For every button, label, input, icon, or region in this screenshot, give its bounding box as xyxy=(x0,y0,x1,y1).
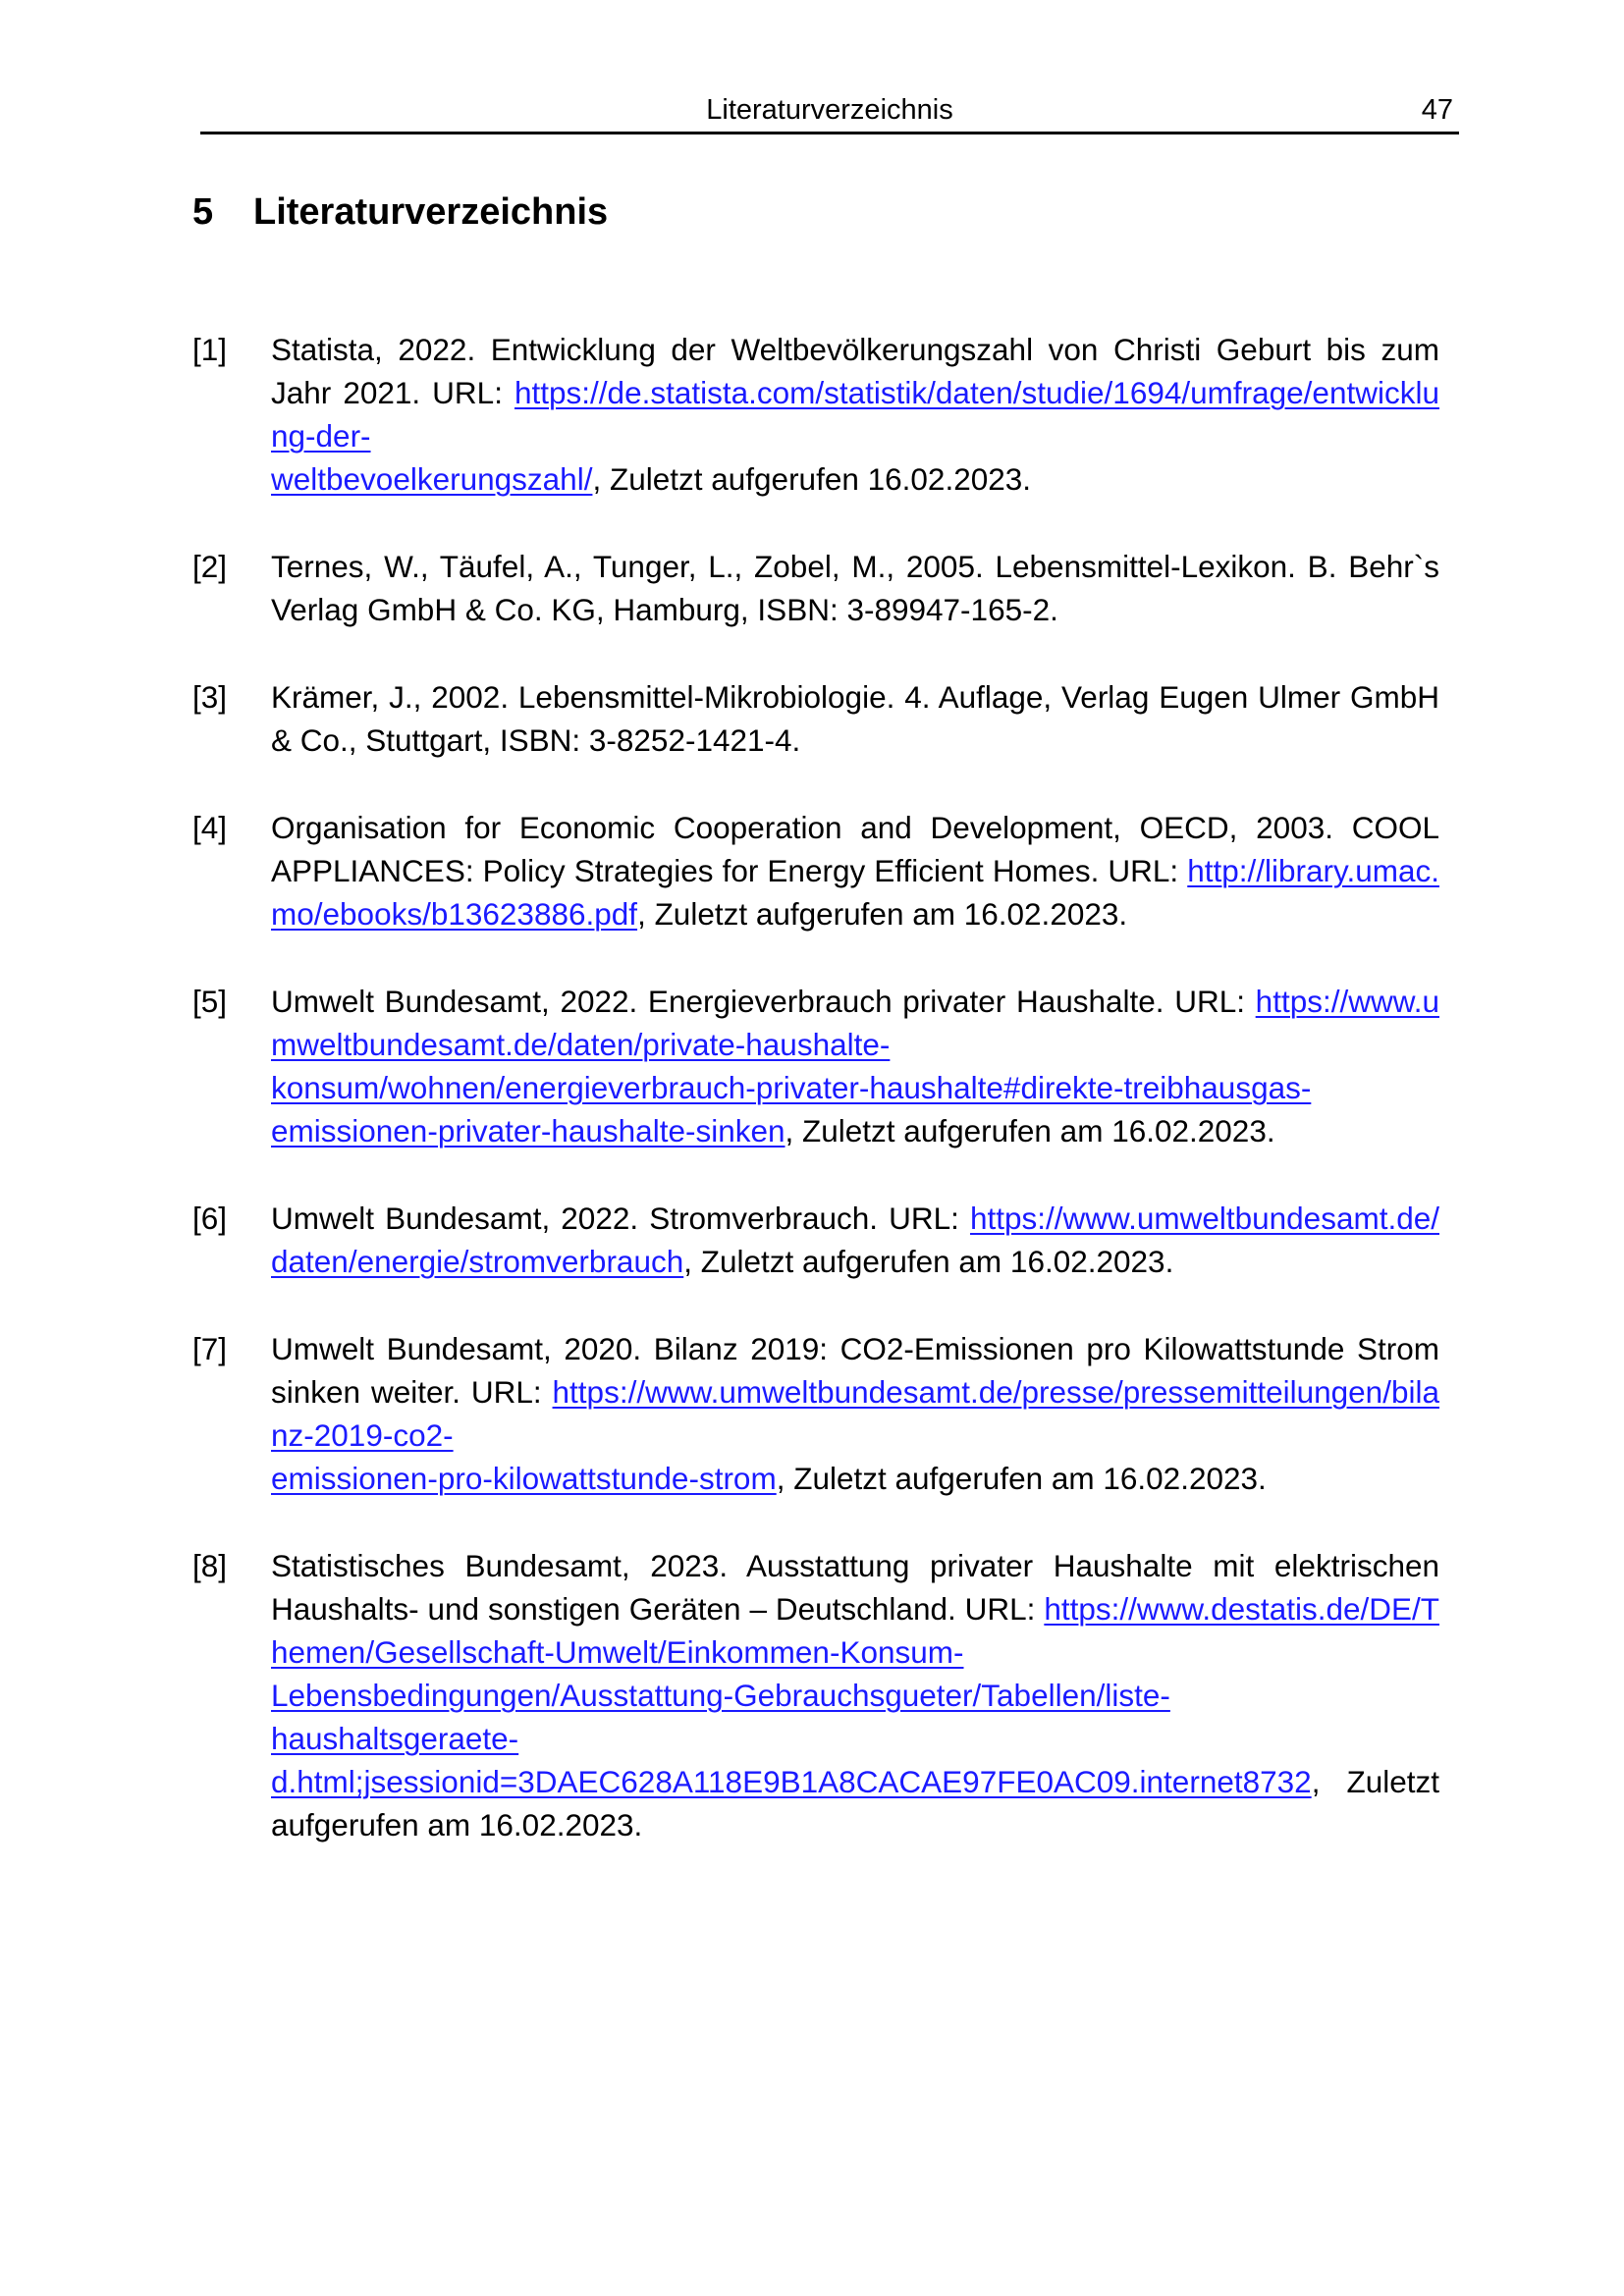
reference-text xyxy=(271,1544,1439,1846)
reference-url-link[interactable]: haushaltsgeraete- xyxy=(271,1721,519,1756)
reference-citation: Ternes, W., Täufel, A., Tunger, L., Zobel, M., 2005. Lebensmittel-Lexikon. B. Behr`s Verlag GmbH & Co. KG, Hamburg, ISBN: 3-89947-165-2. xyxy=(271,549,1439,627)
reference-text xyxy=(271,1327,1439,1500)
reference-label: [8] xyxy=(192,1548,228,1583)
reference-item xyxy=(192,1327,1439,1500)
reference-text xyxy=(271,806,1439,935)
reference-citation: Umwelt Bundesamt, 2022. Stromverbrauch. URL: xyxy=(271,1201,971,1236)
reference-access-date: , Zuletzt aufgerufen am 16.02.2023. xyxy=(271,1764,1439,1842)
reference-url-link[interactable]: emissionen-pro-kilowattstunde-strom xyxy=(271,1461,777,1496)
reference-label: [3] xyxy=(192,679,228,715)
running-header-title: Literaturverzeichnis xyxy=(706,94,953,126)
reference-item xyxy=(192,675,1439,762)
reference-url-link[interactable]: https://de.statista.com/statistik/daten/studie/1694/umfrage/entwicklung-der- xyxy=(271,375,1439,454)
reference-item xyxy=(192,328,1439,501)
reference-url-link[interactable]: konsum/wohnen/energieverbrauch-privater-haushalte#direkte-treibhausgas- xyxy=(271,1070,1312,1105)
reference-citation: Statistisches Bundesamt, 2023. Ausstattung privater Haushalte mit elektrischen Haushalts- und sonstigen Geräten – Deutschland. URL: xyxy=(271,1548,1439,1627)
reference-item xyxy=(192,806,1439,935)
reference-item xyxy=(192,1544,1439,1846)
reference-label: [5] xyxy=(192,984,228,1019)
reference-url-link[interactable]: Lebensbedingungen/Ausstattung-Gebrauchsgueter/Tabellen/liste- xyxy=(271,1678,1170,1713)
reference-text xyxy=(271,980,1439,1152)
reference-citation: Umwelt Bundesamt, 2022. Energieverbrauch privater Haushalte. URL: xyxy=(271,984,1256,1019)
reference-text xyxy=(271,545,1439,631)
reference-url-link[interactable]: https://www.umweltbundesamt.de/daten/energie/stromverbrauch xyxy=(271,1201,1439,1279)
reference-label: [2] xyxy=(192,549,228,584)
reference-url-link[interactable]: weltbevoelkerungszahl/ xyxy=(271,461,593,497)
reference-citation: Organisation for Economic Cooperation and Development, OECD, 2003. COOL APPLIANCES: Policy Strategies for Energy Efficient Homes. URL: xyxy=(271,810,1439,888)
page-header xyxy=(200,90,1459,134)
reference-text xyxy=(271,675,1439,762)
reference-label: [1] xyxy=(192,332,228,367)
reference-url-link[interactable]: https://www.destatis.de/DE/Themen/Gesellschaft-Umwelt/Einkommen-Konsum- xyxy=(271,1591,1439,1670)
reference-citation: Statista, 2022. Entwicklung der Weltbevölkerungszahl von Christi Geburt bis zum Jahr 2021. URL: xyxy=(271,332,1439,410)
chapter-heading xyxy=(192,191,608,234)
reference-access-date: , Zuletzt aufgerufen 16.02.2023. xyxy=(592,461,1032,497)
reference-access-date: , Zuletzt aufgerufen am 16.02.2023. xyxy=(776,1461,1267,1496)
page-number: 47 xyxy=(1421,94,1453,126)
reference-url-link[interactable]: https://www.umweltbundesamt.de/presse/pressemitteilungen/bilanz-2019-co2- xyxy=(271,1374,1439,1453)
reference-list xyxy=(192,328,1439,1891)
reference-citation: Krämer, J., 2002. Lebensmittel-Mikrobiologie. 4. Auflage, Verlag Eugen Ulmer GmbH & Co., Stuttgart, ISBN: 3-8252-1421-4. xyxy=(271,679,1439,758)
chapter-number: 5 xyxy=(192,191,214,233)
reference-access-date: , Zuletzt aufgerufen am 16.02.2023. xyxy=(683,1244,1174,1279)
reference-label: [7] xyxy=(192,1331,228,1366)
reference-access-date: , Zuletzt aufgerufen am 16.02.2023. xyxy=(785,1113,1275,1148)
reference-citation: Umwelt Bundesamt, 2020. Bilanz 2019: CO2-Emissionen pro Kilowattstunde Strom sinken weiter. URL: xyxy=(271,1331,1439,1410)
reference-text xyxy=(271,328,1439,501)
reference-text xyxy=(271,1197,1439,1283)
reference-access-date: , Zuletzt aufgerufen am 16.02.2023. xyxy=(637,896,1128,932)
reference-item xyxy=(192,1197,1439,1283)
reference-url-link[interactable]: d.html;jsessionid=3DAEC628A118E9B1A8CACAE97FE0AC09.internet8732 xyxy=(271,1764,1312,1799)
reference-label: [4] xyxy=(192,810,228,845)
reference-url-link[interactable]: emissionen-privater-haushalte-sinken xyxy=(271,1113,785,1148)
chapter-title: Literaturverzeichnis xyxy=(253,191,609,233)
reference-url-link[interactable]: https://www.umweltbundesamt.de/daten/private-haushalte- xyxy=(271,984,1439,1062)
reference-label: [6] xyxy=(192,1201,228,1236)
reference-item xyxy=(192,980,1439,1152)
reference-item xyxy=(192,545,1439,631)
reference-url-link[interactable]: http://library.umac.mo/ebooks/b13623886.pdf xyxy=(271,853,1439,932)
